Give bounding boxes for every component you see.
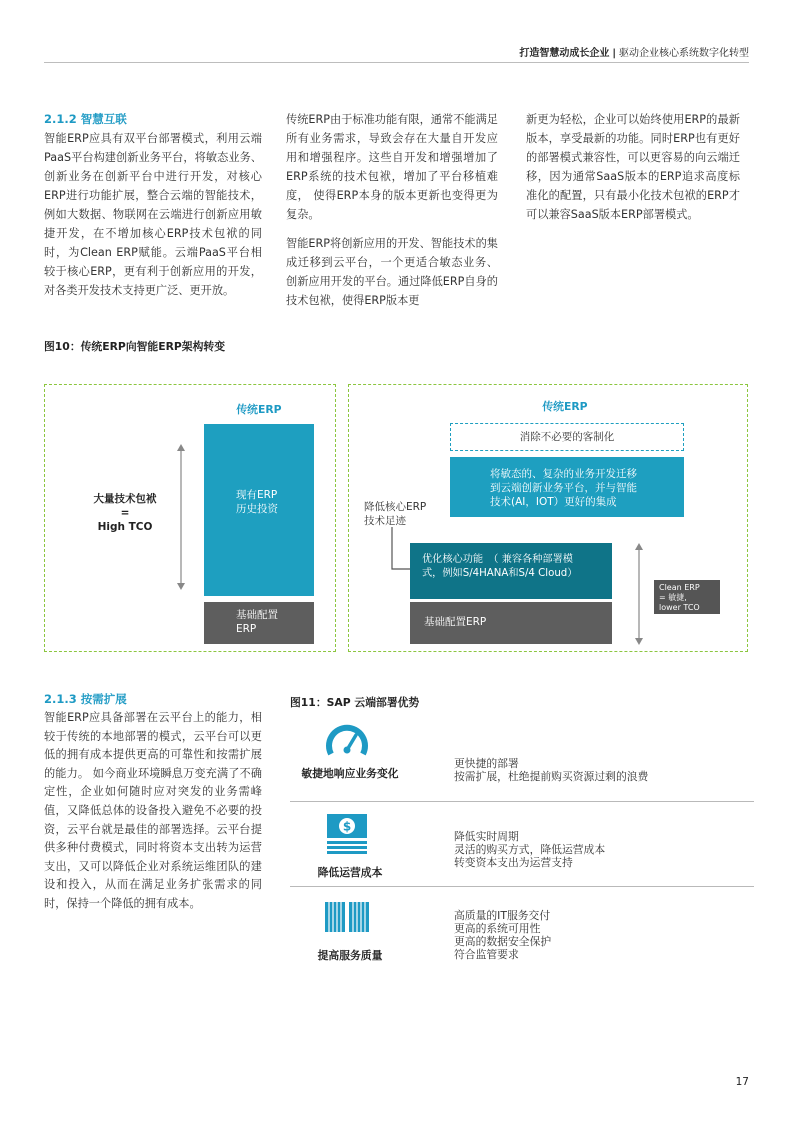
section-212-col1 bbox=[44, 110, 262, 300]
legend-line3: lower TCO bbox=[659, 603, 700, 612]
left-label-line1: 大量技术包袱 bbox=[93, 493, 157, 505]
benefit-quality-line3: 更高的数据安全保护 bbox=[454, 935, 552, 948]
benefit-divider-1 bbox=[290, 801, 754, 802]
figure11-title: 图11：SAP 云端部署优势 bbox=[290, 696, 420, 709]
benefit-cost-line1: 降低实时周期 bbox=[454, 830, 519, 843]
page-number: 17 bbox=[735, 1076, 749, 1088]
section-213-title: 2.1.3 按需扩展 bbox=[44, 692, 127, 706]
money-icon bbox=[324, 812, 370, 856]
figure10-left-label bbox=[70, 492, 180, 534]
legacy-erp-line2: 历史投资 bbox=[236, 503, 278, 515]
right-double-arrow-icon bbox=[632, 543, 646, 645]
section-213 bbox=[44, 690, 262, 914]
benefit-title-agile: 敏捷地响应业务变化 bbox=[301, 767, 399, 780]
benefit-title-cost: 降低运营成本 bbox=[317, 866, 383, 879]
reduce-footprint-line1: 降低核心ERP bbox=[364, 501, 427, 513]
figure10-left-title: 传统ERP bbox=[236, 403, 282, 416]
optimize-core-line1: 优化核心功能 （ 兼容各种部署模 bbox=[422, 554, 573, 565]
header-left: 打造智慧动成长企业 bbox=[519, 48, 610, 59]
page-header bbox=[519, 44, 749, 59]
benefit-quality-line1: 高质量的IT服务交付 bbox=[454, 909, 551, 922]
cloud-migration-block bbox=[450, 457, 684, 517]
clean-erp-legend bbox=[654, 580, 720, 614]
speedometer-icon bbox=[325, 722, 369, 758]
base-erp-label: 基础配置ERP bbox=[424, 616, 487, 628]
section-212-col1-text: 智能ERP应具有双平台部署模式，利用云端PaaS平台构建创新业务平台，将敏态业务、创新业务在创新平台中进行开发，对核心ERP进行功能扩展，整合云端的智能技术，例如大数据、物联网在云端进行创新应用敏捷开发，在不增加核心ERP技术包袱的同时，为Clean ERP赋能。云端PaaS平台相较于核心ERP，更有利于创新应用的开发，对各类开发技术支持更广泛、更开放。 bbox=[44, 132, 262, 297]
section-212-col2-p2: 智能ERP将创新应用的开发、智能技术的集成迁移到云平台，一个更适合敏态业务、创新应用开发的平台。通过降低ERP自身的技术包袱，使得ERP版本更 bbox=[286, 237, 498, 307]
reduce-footprint-line2: 技术足迹 bbox=[364, 515, 406, 527]
left-double-arrow-icon bbox=[174, 444, 188, 590]
legend-line2: = 敏捷, bbox=[659, 593, 687, 602]
legacy-erp-line1: 现有ERP bbox=[236, 489, 278, 501]
optimize-core-line2: 式，例如S/4HANA和S/4 Cloud） bbox=[422, 568, 578, 579]
legacy-base-erp-block bbox=[204, 602, 314, 644]
cloud-migration-line2: 到云端创新业务平台，并与智能 bbox=[490, 482, 637, 494]
base-erp-block bbox=[410, 602, 612, 644]
header-separator: | bbox=[612, 48, 616, 59]
optimize-core-block bbox=[410, 543, 612, 599]
remove-customization-box: 消除不必要的客制化 bbox=[450, 423, 684, 451]
benefit-desc-cost bbox=[454, 830, 605, 869]
benefit-desc-agile bbox=[454, 757, 648, 783]
section-213-text: 智能ERP应具备部署在云平台上的能力，相较于传统的本地部署的模式，云平台可以更低的拥有成本提供更高的可靠性和按需扩展的能力。 如今商业环境瞬息万变充满了不确定性，企业如何随时应对突发的业务需峰值，又降低总体的设备投入避免不必要的投资，云平台就是最佳的部署选择。云平台提供多种付费模式，同时将资本支出转为运营支出，又可以降低企业对系统运维团队的建设和投入，从而在满足业务扩张需求的同时，保持一个降低的拥有成本。 bbox=[44, 711, 262, 910]
figure10-right-title: 传统ERP bbox=[542, 400, 588, 413]
benefit-title-quality: 提高服务质量 bbox=[317, 949, 383, 962]
left-label-line3: High TCO bbox=[97, 521, 153, 533]
benefit-cost-line3: 转变资本支出为运营支持 bbox=[454, 856, 573, 869]
benefit-desc-quality bbox=[454, 909, 551, 961]
section-212-col2-p1: 传统ERP由于标准功能有限，通常不能满足所有业务需求，导致会存在大量自开发应用和增强程序。这些自开发和增强增加了ERP系统的技术包袱，增加了平台移植难度， 使得ERP本身的版本更新也变得更为复杂。 bbox=[286, 113, 498, 221]
benefit-agile-line1: 更快捷的部署 bbox=[454, 757, 519, 770]
benefit-divider-2 bbox=[290, 886, 754, 887]
header-divider bbox=[44, 62, 749, 63]
section-212-title: 2.1.2 智慧互联 bbox=[44, 112, 127, 126]
book-icon bbox=[321, 898, 373, 936]
legacy-erp-block bbox=[204, 424, 314, 596]
legacy-base-line2: ERP bbox=[236, 623, 257, 635]
figure10-title: 图10：传统ERP向智能ERP架构转变 bbox=[44, 340, 225, 353]
header-right: 驱动企业核心系统数字化转型 bbox=[619, 48, 749, 59]
section-212-col3-text: 新更为轻松，企业可以始终使用ERP的最新版本，享受最新的功能。同时ERP也有更好的部署模式兼容性，可以更容易的向云端迁移，因为通常SaaS版本的ERP追求高度标准化的配置，只有最小化技术包袱的ERP才可以兼容SaaS版本ERP部署模式。 bbox=[526, 113, 740, 221]
reduce-footprint-label bbox=[364, 500, 444, 528]
svg-text:$: $ bbox=[342, 819, 352, 834]
benefit-agile-line2: 按需扩展，杜绝提前购买资源过剩的浪费 bbox=[454, 770, 649, 783]
legend-line1: Clean ERP bbox=[659, 583, 700, 592]
cloud-migration-line1: 将敏态的、复杂的业务开发迁移 bbox=[490, 468, 637, 480]
legacy-base-line1: 基础配置 bbox=[236, 609, 278, 621]
section-212-col3 bbox=[526, 110, 740, 224]
section-212-col2 bbox=[286, 110, 498, 310]
left-label-line2: = bbox=[120, 507, 130, 519]
cloud-migration-line3: 技术(AI，IOT）更好的集成 bbox=[490, 496, 617, 508]
benefit-quality-line4: 符合监管要求 bbox=[454, 948, 519, 961]
benefit-cost-line2: 灵活的购买方式，降低运营成本 bbox=[454, 843, 606, 856]
benefit-quality-line2: 更高的系统可用性 bbox=[454, 922, 541, 935]
